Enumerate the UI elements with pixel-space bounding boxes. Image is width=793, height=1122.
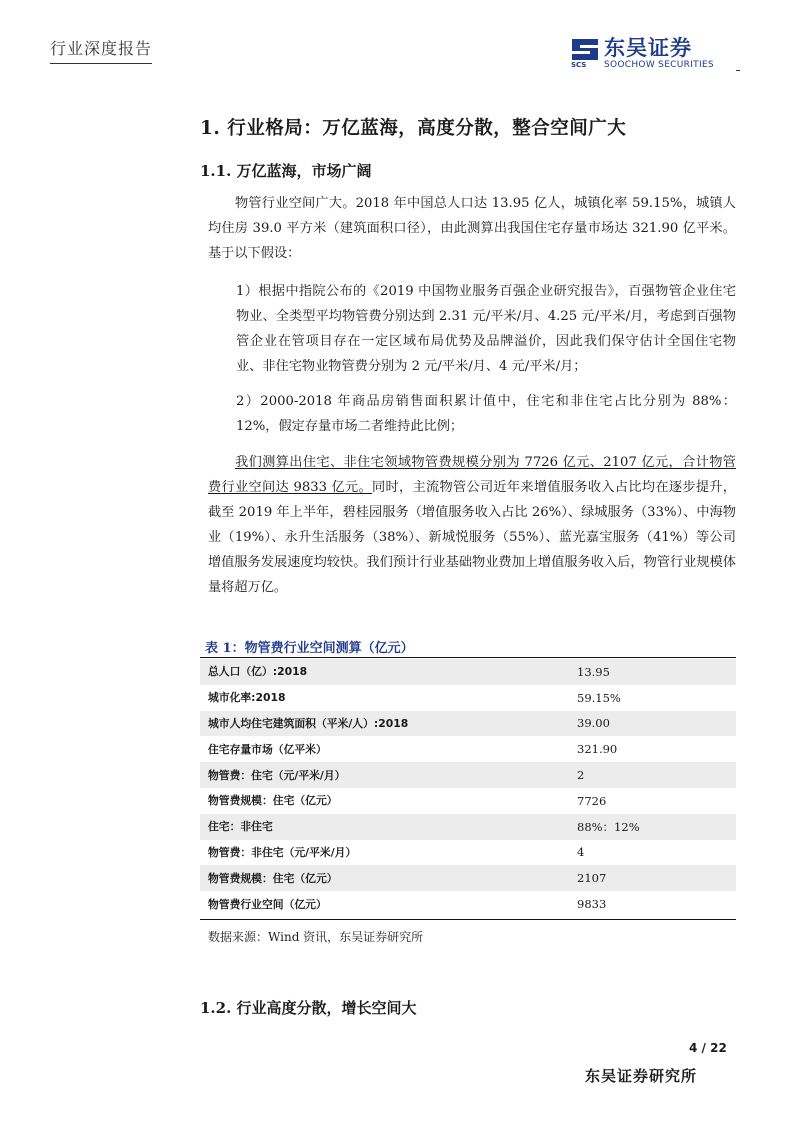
page-current: 4 bbox=[689, 1041, 698, 1055]
row-label: 住宅存量市场（亿平米） bbox=[208, 742, 327, 756]
footer-institute: 东吴证券研究所 bbox=[585, 1067, 698, 1085]
row-label: 总人口（亿）:2018 bbox=[200, 659, 573, 685]
row-label: 物管费：非住宅（元/平米/月） bbox=[208, 845, 357, 859]
table-row bbox=[200, 762, 736, 788]
table-bottom-rule bbox=[200, 919, 736, 920]
conclusion-paragraph bbox=[208, 450, 736, 600]
table-row bbox=[200, 736, 736, 762]
row-label: 物管费规模：住宅（亿元） bbox=[208, 794, 338, 808]
table-row bbox=[200, 685, 736, 711]
row-value: 9833 bbox=[577, 897, 607, 912]
row-label: 物管费：住宅（元/平米/月） bbox=[200, 762, 573, 788]
row-value: 13.95 bbox=[573, 659, 736, 685]
conclusion-rest: 同时，主流物管公司近年来增值服务收入占比均在逐步提升，截至 2019 年上半年，碧桂园服务（增值服务收入占比 26%）、绿城服务（33%）、中海物业（19%）、永升生活服务（38%）、新城悦服务（55%）、蓝光嘉宝服务（41%）等公司增值服务发展速度均较快。我们预计行业基础物业费加上增值服务收入后，物管行业规模体量将超万亿。 bbox=[208, 480, 736, 595]
row-value: 88%：12% bbox=[573, 814, 736, 840]
page-total: 22 bbox=[710, 1041, 727, 1055]
row-value: 2107 bbox=[573, 865, 736, 891]
table-caption: 表 1：物管费行业空间测算（亿元） bbox=[205, 641, 414, 656]
brand-name: 东吴证券 bbox=[604, 36, 692, 60]
page-separator: / bbox=[701, 1041, 706, 1055]
report-type-label: 行业深度报告 bbox=[50, 36, 152, 64]
data-table bbox=[200, 659, 736, 917]
row-value: 59.15% bbox=[577, 690, 621, 705]
table-row bbox=[200, 788, 736, 814]
assumption-item: 2）2000-2018 年商品房销售面积累计值中，住宅和非住宅占比分别为 88%：12%，假定存量市场二者维持此比例； bbox=[236, 394, 736, 434]
row-value: 39.00 bbox=[573, 711, 736, 737]
section-title: 1. 行业格局：万亿蓝海，高度分散，整合空间广大 bbox=[200, 118, 627, 139]
table-row bbox=[200, 840, 736, 866]
row-label: 物管费规模：住宅（亿元） bbox=[200, 865, 573, 891]
brand-mark: SCS bbox=[571, 61, 587, 69]
row-label: 城市化率:2018 bbox=[208, 691, 286, 705]
page-number bbox=[689, 1041, 727, 1055]
row-value: 7726 bbox=[577, 793, 607, 808]
table-row bbox=[200, 814, 736, 840]
table-row bbox=[200, 865, 736, 891]
table-row bbox=[200, 711, 736, 737]
subsection-title: 1.1. 万亿蓝海，市场广阔 bbox=[200, 162, 372, 180]
row-value: 321.90 bbox=[577, 742, 618, 757]
table-row bbox=[200, 891, 736, 917]
row-label: 住宅：非住宅 bbox=[200, 814, 573, 840]
table-top-rule bbox=[200, 657, 736, 658]
table-row bbox=[200, 659, 736, 685]
row-value: 2 bbox=[573, 762, 736, 788]
key-conclusion: 我们测算出住宅、非住宅领域物管费规模分别为 7726 亿元、2107 亿元，合计物管费行业空间达 9833 亿元。 bbox=[208, 455, 736, 495]
assumption-item: 1）根据中指院公布的《2019 中国物业服务百强企业研究报告》，百强物管企业住宅物业、全类型平均物管费分别达到 2.31 元/平米/月、4.25 元/平米/月，考虑到百强物管企业在管项目存在一定区域布局优势及品牌溢价，因此我们保守估计全国住宅物业、非住宅物业物管费分别为 2 元/平米/月、4 元/平米/月； bbox=[236, 284, 736, 374]
row-value: 4 bbox=[577, 845, 585, 860]
subsection-title: 1.2. 行业高度分散，增长空间大 bbox=[200, 999, 417, 1017]
table-source: 数据来源：Wind 资讯，东吴证券研究所 bbox=[208, 930, 424, 944]
header-tick bbox=[736, 70, 740, 71]
intro-paragraph: 物管行业空间广大。2018 年中国总人口达 13.95 亿人，城镇化率 59.15%，城镇人均住房 39.0 平方米（建筑面积口径），由此测算出我国住宅存量市场达 321.90 亿平米。基于以下假设： bbox=[208, 196, 736, 261]
row-label: 城市人均住宅建筑面积（平米/人）:2018 bbox=[200, 711, 573, 737]
row-label: 物管费行业空间（亿元） bbox=[208, 897, 327, 911]
brand-name-en: SOOCHOW SECURITIES bbox=[604, 60, 714, 70]
